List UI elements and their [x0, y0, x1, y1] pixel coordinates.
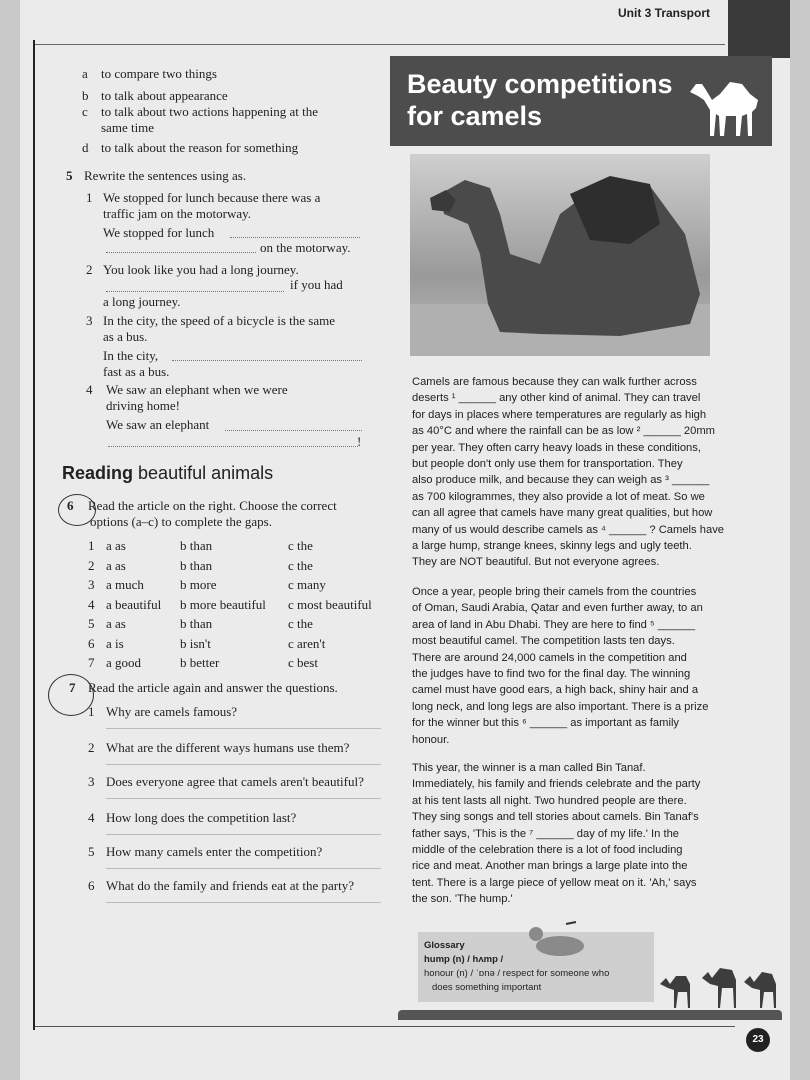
purpose-letter: c: [82, 104, 88, 119]
ex5-item-text: on the motorway.: [260, 240, 351, 255]
ex5-answer-blank[interactable]: [106, 252, 256, 253]
purpose-text: to talk about two actions happening at the: [101, 104, 318, 119]
option-c[interactable]: c the: [288, 538, 313, 553]
answer-line[interactable]: [106, 902, 381, 903]
question-text: What are the different ways humans use them?: [106, 740, 350, 755]
purpose-text: to talk about the reason for something: [101, 140, 299, 155]
ex5-item-text: traffic jam on the motorway.: [103, 206, 252, 221]
reading-heading-rest: beautiful animals: [138, 463, 274, 483]
exercise-6-instruction: Read the article on the right. Choose the correct: [88, 498, 337, 513]
option-b[interactable]: b more: [180, 577, 217, 592]
ex5-item-number: 4: [86, 382, 93, 397]
article-line: many of us would describe camels as ⁴ ______ ? Camels have: [412, 523, 725, 536]
ex5-answer-blank[interactable]: [108, 446, 358, 447]
article-line: the judges have to find two for the final day. The winning: [412, 668, 691, 681]
option-row-number: 5: [88, 616, 95, 631]
option-row-number: 6: [88, 635, 95, 651]
article-paragraph-2: [412, 584, 728, 748]
option-b[interactable]: b than: [180, 616, 213, 631]
purpose-text: to compare two things: [101, 66, 217, 81]
article-line: Camels are famous because they can walk further across: [412, 376, 697, 388]
purpose-text: same time: [101, 120, 155, 135]
question-number: 4: [88, 810, 95, 825]
purpose-letter: d: [82, 140, 89, 155]
ex5-item-text: In the city,: [103, 348, 159, 363]
question-text: How many camels enter the competition?: [106, 844, 323, 859]
option-b[interactable]: b than: [180, 557, 213, 573]
article-line: Immediately, his family and friends celebrate and the party: [412, 778, 701, 791]
question-number: 3: [88, 774, 95, 789]
exercise-5-number: 5: [66, 168, 73, 183]
question-text: Why are camels famous?: [106, 704, 238, 719]
option-b[interactable]: b more beautiful: [180, 596, 266, 612]
article-line: long neck, and long legs are also important. There is a prize: [412, 700, 709, 713]
article-line: Once a year, people bring their camels from the countries: [412, 586, 697, 598]
article-title-line: Beauty competitions: [407, 69, 673, 99]
ex5-item-text: a long journey.: [103, 294, 181, 309]
glossary-hump: hump (n) / hʌmp /: [424, 954, 504, 965]
article-line: There are around 24,000 camels in the competition and: [412, 651, 687, 664]
ex5-answer-blank[interactable]: [230, 237, 360, 238]
reading-heading: [62, 463, 273, 484]
ex5-item-text: as a bus.: [103, 329, 148, 344]
option-a[interactable]: a as: [106, 538, 126, 553]
page-number: 23: [746, 1028, 770, 1052]
article-line: as 40°C and where the rainfall can be as low ² ______ 20mm: [412, 425, 715, 438]
article-line: for days in places where temperatures are regularly as high: [412, 408, 707, 421]
answer-line[interactable]: [106, 798, 381, 799]
exercise-7-instruction: Read the article again and answer the questions.: [88, 680, 338, 695]
article-line: father says, 'This is the ⁷ ______ day of my life.' In the: [412, 827, 680, 840]
purpose-letter: a: [82, 66, 88, 81]
article-line: middle of the celebration there is a lot of food including: [412, 844, 683, 857]
page-spine: [33, 40, 35, 1030]
article-paragraph-1: [412, 374, 728, 571]
article-line: area of land in Abu Dhabi. They are here to find ⁵ ______: [412, 618, 696, 631]
question-number: 2: [88, 740, 95, 755]
option-b[interactable]: b better: [180, 655, 220, 670]
option-a[interactable]: a as: [106, 557, 126, 573]
article-line: honour.: [412, 733, 450, 746]
ex5-item-text: driving home!: [106, 398, 181, 413]
ex5-item-text: !: [357, 434, 362, 449]
ex5-item-text: We saw an elephant: [106, 417, 210, 432]
ex5-item-text: We stopped for lunch because there was a: [103, 190, 321, 205]
option-row-number: 1: [88, 538, 95, 553]
reading-heading-bold: Reading: [62, 463, 134, 483]
article-line: They are NOT beautiful. But not everyone agrees.: [412, 556, 660, 569]
ex5-item-number: 2: [86, 262, 93, 277]
camel-photo: [410, 154, 710, 356]
article-line: This year, the winner is a man called Bin Tanaf.: [412, 762, 646, 774]
article-line: of Oman, Saudi Arabia, Qatar and even further away, to an: [412, 602, 703, 615]
option-row-number: 2: [88, 557, 95, 573]
article-line: per year. They often carry heavy loads in these conditions,: [412, 441, 701, 454]
article-line: can all agree that camels have many great qualities, but how: [412, 507, 713, 520]
option-row-number: 4: [88, 596, 95, 612]
camel-silhouette-icon: [686, 70, 772, 140]
option-a[interactable]: a as: [106, 616, 126, 631]
article-line: deserts ¹ ______ any other kind of animal. They can travel: [412, 392, 701, 405]
article-line: as 700 kilogrammes, they also provide a lot of meat. So we: [412, 490, 705, 503]
article-line: at his tent lasts all night. Two hundred people are there.: [412, 794, 687, 807]
camel-caravan-icon: [656, 962, 782, 1012]
exercise-7-number: 7: [69, 680, 76, 695]
option-a[interactable]: a good: [106, 655, 142, 670]
exercise-6-instruction: options (a–c) to complete the gaps.: [90, 514, 272, 529]
article-line: also produce milk, and because they can weigh as ³ ______: [412, 474, 710, 487]
article-paragraph-3: [412, 760, 728, 908]
option-a[interactable]: a is: [106, 635, 124, 651]
glossary-heading: Glossary: [424, 940, 465, 951]
answer-line[interactable]: [106, 834, 381, 835]
article-line: rice and meat. Another man brings a large plate into the: [412, 860, 688, 873]
article-line: They sing songs and tell stories about camels. Bin Tanaf's: [412, 811, 699, 824]
article-line: but people don't only use them for transportation. They: [412, 458, 683, 471]
option-c[interactable]: c the: [288, 557, 313, 573]
unit-label: Unit 3 Transport: [618, 6, 711, 20]
article-line: the son. 'The hump.': [412, 893, 513, 906]
answer-line[interactable]: [106, 764, 381, 765]
option-a[interactable]: a much: [106, 577, 144, 592]
ex5-item-text: We stopped for lunch: [103, 225, 215, 240]
option-c[interactable]: c many: [288, 577, 326, 592]
article-line: camel must have good ears, a high back, shiny hair and a: [412, 684, 699, 697]
question-number: 1: [88, 704, 95, 719]
camel-cartoon-icon: [526, 920, 588, 958]
option-b[interactable]: b isn't: [180, 635, 211, 651]
option-c[interactable]: c the: [288, 616, 313, 631]
unit-tab: [728, 0, 790, 58]
footer-rule: [35, 1026, 735, 1027]
ex5-answer-blank[interactable]: [106, 291, 284, 292]
article-line: most beautiful camel. The competition lasts ten days.: [412, 635, 675, 648]
question-text: Does everyone agree that camels aren't beautiful?: [106, 774, 364, 789]
exercise-5-instruction: Rewrite the sentences using as.: [84, 168, 247, 183]
purpose-text: to talk about appearance: [101, 88, 228, 103]
glossary-honour: honour (n) / ˈɒnə / respect for someone who: [424, 968, 610, 979]
answer-line[interactable]: [106, 728, 381, 729]
ex5-item-text: We saw an elephant when we were: [106, 382, 288, 397]
ex5-item-text: fast as a bus.: [103, 364, 170, 379]
ground-strip: [398, 1010, 782, 1020]
ex5-item-text: if you had: [290, 277, 343, 292]
ex5-item-number: 3: [86, 313, 93, 328]
article-line: tent. There is a large piece of yellow meat on it. 'Ah,' says: [412, 876, 697, 889]
ex5-item-text: You look like you had a long journey.: [103, 262, 299, 277]
exercise-6-number: 6: [67, 498, 74, 513]
ex5-item-number: 1: [86, 190, 93, 205]
option-c[interactable]: c aren't: [288, 635, 326, 651]
purpose-letter: b: [82, 88, 89, 103]
ex5-item-text: In the city, the speed of a bicycle is the same: [103, 313, 335, 328]
glossary-honour-def: does something important: [432, 982, 542, 993]
answer-line[interactable]: [106, 868, 381, 869]
question-number: 6: [88, 878, 95, 893]
question-text: What do the family and friends eat at the party?: [106, 878, 354, 893]
question-text: How long does the competition last?: [106, 810, 297, 825]
option-a[interactable]: a beautiful: [106, 596, 162, 612]
question-number: 5: [88, 844, 95, 859]
article-line: for the winner but this ⁶ ______ as important as family: [412, 717, 680, 730]
option-b[interactable]: b than: [180, 538, 213, 553]
ex5-answer-blank[interactable]: [225, 430, 362, 431]
article-title-line: for camels: [407, 101, 543, 131]
ex5-answer-blank[interactable]: [172, 360, 362, 361]
option-row-number: 3: [88, 577, 95, 592]
article-title: [407, 68, 673, 132]
option-row-number: 7: [88, 655, 95, 670]
article-line: a large hump, strange knees, skinny legs and ugly teeth.: [412, 540, 692, 553]
header-rule: [35, 44, 725, 45]
option-c[interactable]: c best: [288, 655, 318, 670]
option-c[interactable]: c most beautiful: [288, 596, 372, 612]
